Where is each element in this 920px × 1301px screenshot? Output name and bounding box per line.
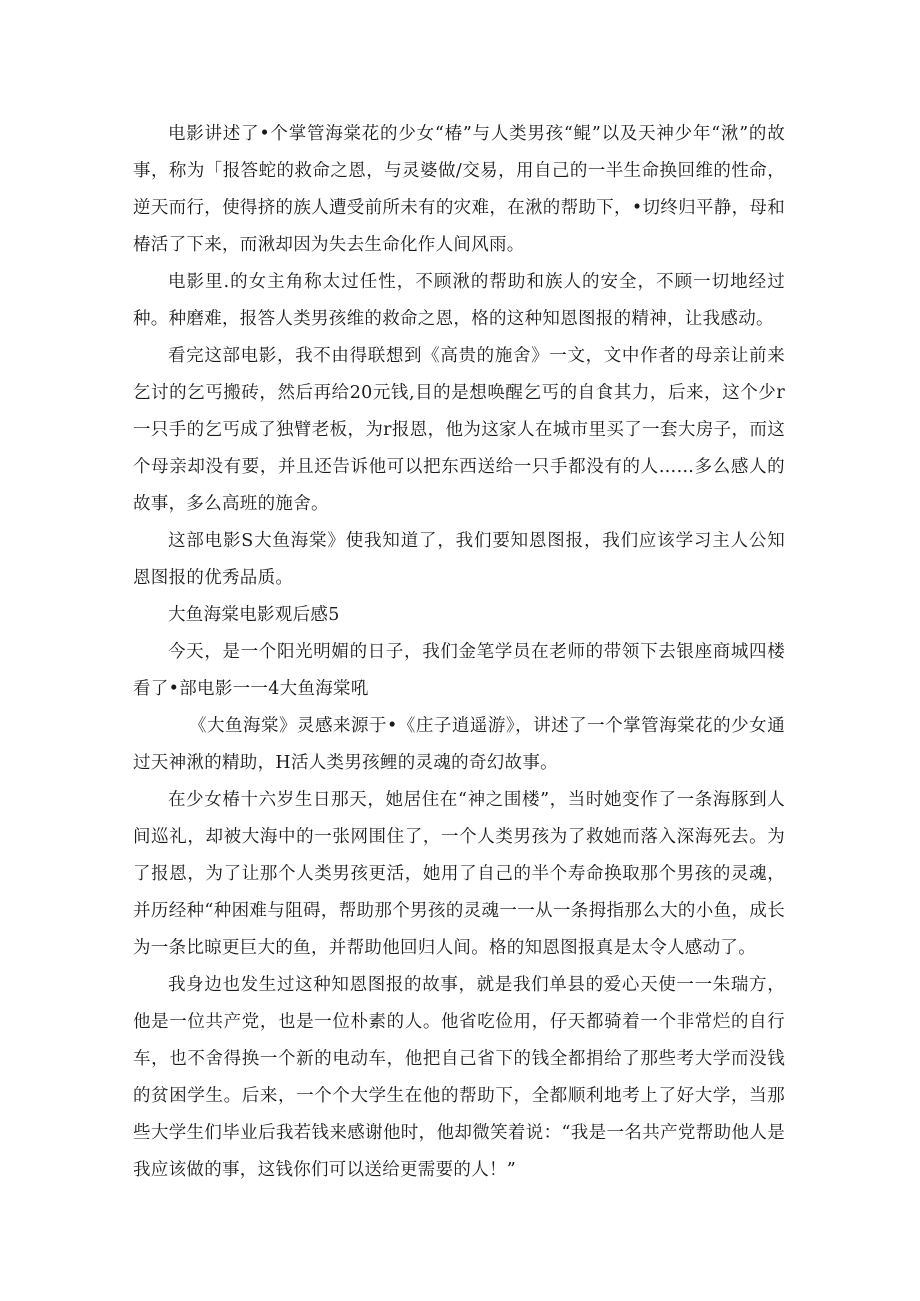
paragraph-lesson: 这部电影S大鱼海棠》使我知道了，我们要知恩图报，我们应该学习主人公知恩图报的优秀品质。 (133, 531, 785, 588)
paragraph-plot-summary: 电影讲述了•个掌管海棠花的少女“椿”与人类男孩“鲲”以及天神少年“湫”的故事，称为「报答蛇的救命之恩，与灵婆做/交易，用自己的一半生命换回维的性命，逆天而行，使得挤的族人遭受前所未有的灾难，在湫的帮助下，•切终归平静，母和椿活了下来，而湫却因为失去生命化作人间风雨。 (133, 124, 785, 255)
paragraph-noble-charity: 看完这部电影，我不由得联想到《高贵的施舍》一文，文中作者的母亲让前来乞讨的乞丐搬砖，然后再给20元钱,目的是想唤醒乞丐的自食其力，后来，这个少r一只手的乞丐成了独臂老板，为r报恩，他为这家人在城市里买了一套大房子，而这个母亲却没有要，并且还告诉他可以把东西送给一只手都没有的人……多么感人的故事，多么高班的施舍。 (133, 346, 785, 514)
paragraph-cinema-visit: 今天，是一个阳光明媚的日子，我们金笔学员在老师的带领下去银座商城四楼看了•部电影一一4大鱼海棠吼 (133, 642, 785, 699)
paragraph-story-detail: 在少女椿十六岁生日那天，她居住在“神之围楼”，当时她变作了一条海豚到人间巡礼，却被大海中的一张网围住了，一个人类男孩为了救她而落入深海死去。为了报恩，为了让那个人类男孩更活，她用了自己的半个寿命换取那个男孩的灵魂，并历经种“种困难与阻碍，帮助那个男孩的灵魂一一从一条拇指那么大的小鱼，成长为一条比晾更巨大的鱼，并帮助他回归人间。格的知恩图报真是太令人感动了。 (133, 790, 785, 958)
paragraph-heroine-gratitude: 电影里.的女主角称太过任性，不顾湫的帮助和族人的安全，不顾一切地经过种。种磨难，报答人类男孩维的救命之恩，格的这种知恩图报的精神，让我感动。 (133, 272, 785, 329)
paragraph-inspiration: 《大鱼海棠》灵感来源于•《庄子逍遥游》，讲述了一个掌管海棠花的少女通过天神湫的精助，H活人类男孩鲤的灵魂的奇幻故事。 (133, 716, 785, 773)
paragraph-local-example: 我身边也发生过这种知恩图报的故事，就是我们单县的爱心天使一一朱瑞方，他是一位共产党，也是一位朴素的人。他省吃俭用，仔天都骑着一个非常烂的自行车，也不舍得换一个新的电动车，他把自己省下的钱全都捐给了那些考大学而没钱的贫困学生。后来，一个个大学生在他的帮助下，全都顺利地考上了好大学，当那些大学生们毕业后我若钱来感谢他时，他却微笑着说：“我是一名共产党帮助他人是我应该做的事，这钱你们可以送给更需要的人！” (133, 975, 785, 1180)
section-heading: 大鱼海棠电影观后感5 (168, 605, 340, 625)
document-body (133, 116, 785, 1189)
